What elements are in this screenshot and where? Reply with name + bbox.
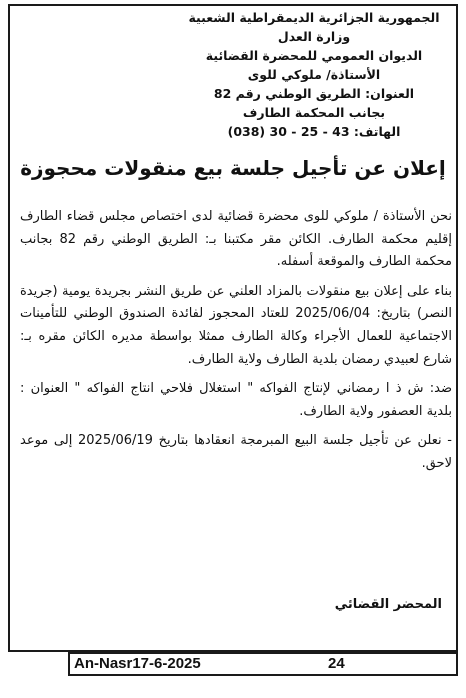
- header-line: وزارة العدل: [277, 29, 351, 44]
- paragraph: بناء على إعلان بيع منقولات بالمزاد العلني عن طريق النشر بجريدة يومية (جريدة النصر) بتاريخ: 2025/06/04 للعتاد المحجوز لفائدة الصندوق الوطني للتأمينات الاجتماعية للعمال الأجراء وكالة الطارف ممثلا بواسطة مديره الكائن مقره بـ: شارع لعبيدي رمضان بلدية الطارف ولاية الطارف.: [20, 283, 452, 367]
- paragraph: - نعلن عن تأجيل جلسة البيع المبرمجة انعقادها بتاريخ 2025/06/19 إلى موعد لاحق.: [20, 433, 452, 471]
- header-line: الأستاذة/ ملوكي للوى: [247, 67, 381, 82]
- header-line: الجمهورية الجزائرية الديمقراطية الشعبية: [188, 10, 440, 25]
- publication-footer: [68, 652, 458, 676]
- notice-title: إعلان عن تأجيل جلسة بيع منقولات محجوزة: [20, 156, 446, 180]
- signature: المحضر القضائي: [334, 597, 442, 612]
- page-number: 24: [328, 655, 345, 672]
- paragraph: نحن الأستاذة / ملوكي للوى محضرة قضائية لدى اختصاص مجلس قضاء الطارف إقليم محكمة الطارف. الكائن مقر مكتبنا بـ: الطريق الوطني رقم 82 بجانب محكمة الطارف والموقعة أسفله.: [20, 209, 452, 270]
- notice-body: [20, 206, 452, 483]
- paragraph: ضد: ش ذ ا رمضاني لإنتاج الفواكه " استغلال فلاحي انتاج الفواكه " العنوان : بلدية العصفور ولاية الطارف.: [20, 381, 452, 419]
- header-line: العنوان: الطريق الوطني رقم 82: [213, 86, 415, 101]
- header-line: بجانب المحكمة الطارف: [242, 105, 386, 120]
- header-line: الديوان العمومي للمحضرة القضائية: [205, 48, 423, 63]
- office-header: [184, 8, 444, 141]
- header-line: الهاتف: 43 - 25 - 30 (038): [227, 124, 401, 139]
- publication-label: An-Nasr17-6-2025: [74, 655, 201, 672]
